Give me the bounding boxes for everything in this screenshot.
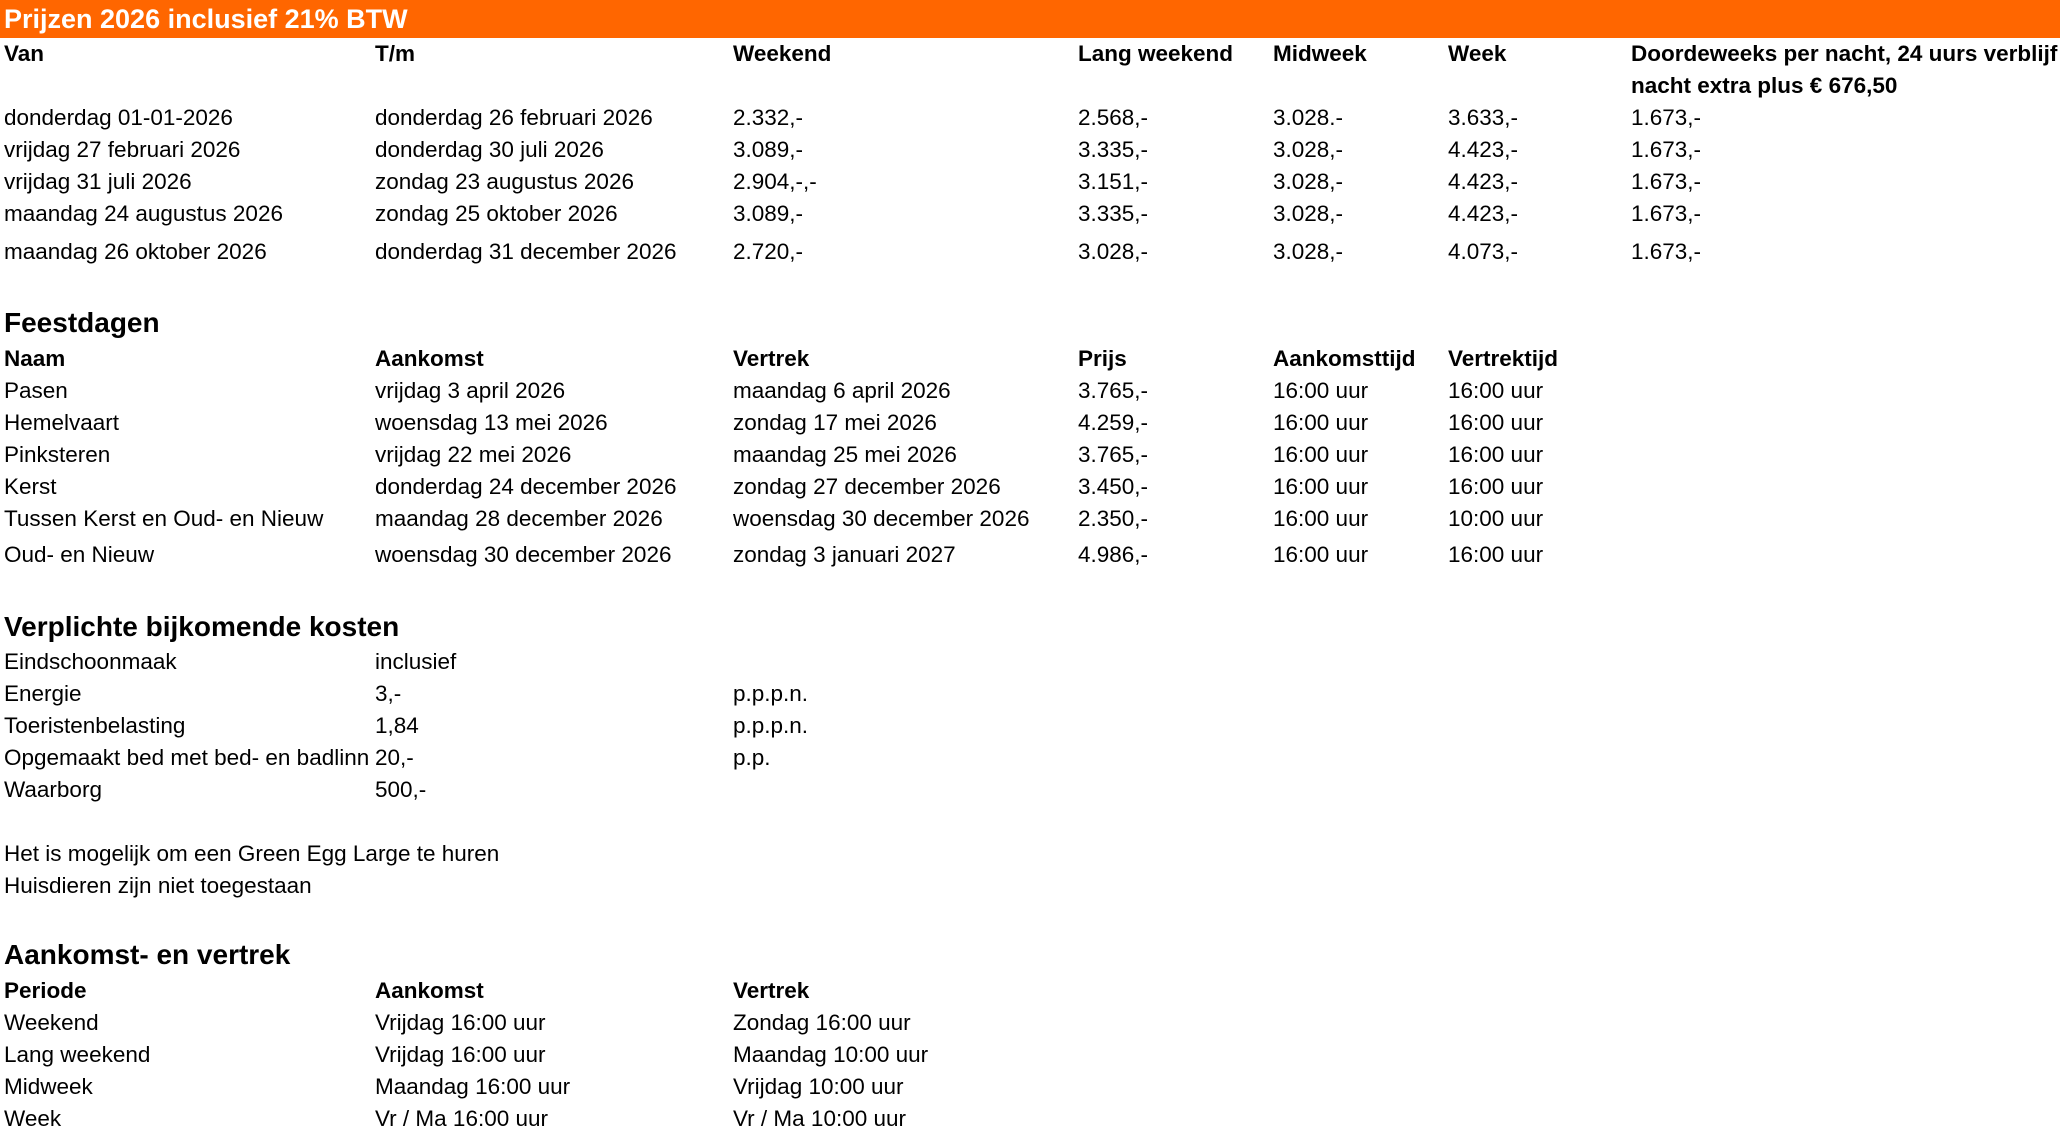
arrival-row-cell: Vr / Ma 10:00 uur: [733, 1106, 907, 1131]
price-row-cell: donderdag 26 februari 2026: [375, 105, 653, 130]
price-row-cell: 4.423,-: [1448, 169, 1519, 194]
holiday-row-cell: 16:00 uur: [1273, 442, 1369, 467]
price-row-cell: 3.335,-: [1078, 201, 1149, 226]
cost-row-cell: 3,-: [375, 681, 402, 706]
cost-row-cell: Opgemaakt bed met bed- en badlinn: [4, 745, 370, 770]
arrival-header-row-cell: Aankomst: [375, 978, 484, 1003]
holiday-row-cell: zondag 17 mei 2026: [733, 410, 937, 435]
price-row-cell: vrijdag 31 juli 2026: [4, 169, 192, 194]
cost-row-cell: p.p.p.n.: [733, 681, 809, 706]
holiday-row-cell: 3.765,-: [1078, 442, 1149, 467]
prices-header-row-cell: Van: [4, 41, 45, 66]
holiday-row-cell: donderdag 24 december 2026: [375, 474, 677, 499]
holiday-row-cell: woensdag 30 december 2026: [733, 506, 1030, 531]
holiday-row-cell: maandag 28 december 2026: [375, 506, 663, 531]
holiday-row-cell: zondag 27 december 2026: [733, 474, 1001, 499]
price-row-cell: 4.073,-: [1448, 239, 1519, 264]
holiday-row-cell: 16:00 uur: [1273, 474, 1369, 499]
arrival-row: [0, 1103, 2060, 1135]
arrival-row-cell: Vr / Ma 16:00 uur: [375, 1106, 549, 1131]
holiday-row-cell: 16:00 uur: [1273, 378, 1369, 403]
holiday-row: [0, 375, 2060, 407]
price-row-cell: 1.673,-: [1631, 201, 1702, 226]
holiday-row: [0, 539, 2060, 571]
arrival-row-cell: Maandag 16:00 uur: [375, 1074, 571, 1099]
cost-row-cell: Waarborg: [4, 777, 102, 802]
holiday-row-cell: maandag 6 april 2026: [733, 378, 951, 403]
holiday-row-cell: vrijdag 3 april 2026: [375, 378, 566, 403]
price-row-cell: 2.568,-: [1078, 105, 1149, 130]
price-row-cell: 3.028,-: [1273, 137, 1344, 162]
holiday-row-cell: 2.350,-: [1078, 506, 1149, 531]
prices-header-row: [0, 38, 2060, 70]
holidays-header-row-cell: Aankomsttijd: [1273, 346, 1416, 371]
note-text: Huisdieren zijn niet toegestaan: [4, 873, 312, 898]
price-row: [0, 166, 2060, 198]
price-row-cell: donderdag 30 juli 2026: [375, 137, 604, 162]
cost-row-cell: Toeristenbelasting: [4, 713, 186, 738]
cost-row: [0, 710, 2060, 742]
holiday-row: [0, 503, 2060, 535]
banner-title: Prijzen 2026 inclusief 21% BTW: [4, 4, 408, 34]
price-row-cell: 1.673,-: [1631, 137, 1702, 162]
price-row-cell: 2.720,-: [733, 239, 804, 264]
holiday-row-cell: Kerst: [4, 474, 57, 499]
price-row-cell: donderdag 01-01-2026: [4, 105, 233, 130]
cost-row-cell: Eindschoonmaak: [4, 649, 177, 674]
arrival-header-row: [0, 975, 2060, 1007]
arrival-row-cell: Midweek: [4, 1074, 93, 1099]
cost-row: [0, 678, 2060, 710]
price-row-cell: 3.028.-: [1273, 105, 1344, 130]
arrival-row-cell: Vrijdag 16:00 uur: [375, 1042, 546, 1067]
prices-header-row-cell: T/m: [375, 41, 416, 66]
prices-header-row-continued: [0, 70, 2060, 102]
arrival-row-cell: Vrijdag 16:00 uur: [375, 1010, 546, 1035]
holiday-row-cell: 16:00 uur: [1273, 542, 1369, 567]
holidays-header-row-cell: Naam: [4, 346, 66, 371]
holiday-row-cell: 3.450,-: [1078, 474, 1149, 499]
price-row-cell: maandag 24 augustus 2026: [4, 201, 283, 226]
prices-header-row-cell: Week: [1448, 41, 1507, 66]
prices-header-row-cell: Lang weekend: [1078, 41, 1234, 66]
price-row: [0, 134, 2060, 166]
arrival-row-cell: Zondag 16:00 uur: [733, 1010, 911, 1035]
price-row-cell: 3.028,-: [1273, 201, 1344, 226]
holiday-row-cell: 16:00 uur: [1448, 474, 1544, 499]
holiday-row-cell: 16:00 uur: [1448, 378, 1544, 403]
cost-row-cell: 1,84: [375, 713, 419, 738]
arrival-title: Aankomst- en vertrek: [4, 939, 291, 970]
price-row-cell: 3.028,-: [1273, 239, 1344, 264]
holiday-row: [0, 407, 2060, 439]
price-row-cell: maandag 26 oktober 2026: [4, 239, 267, 264]
note-line: [0, 870, 2060, 902]
cost-row-cell: Energie: [4, 681, 82, 706]
holidays-header-row-cell: Vertrektijd: [1448, 346, 1559, 371]
price-row-cell: 3.089,-: [733, 201, 804, 226]
holidays-header-row-cell: Prijs: [1078, 346, 1127, 371]
price-row-cell: 1.673,-: [1631, 169, 1702, 194]
holiday-row-cell: zondag 3 januari 2027: [733, 542, 956, 567]
arrival-row: [0, 1007, 2060, 1039]
cost-row-cell: p.p.p.n.: [733, 713, 809, 738]
holiday-row-cell: woensdag 13 mei 2026: [375, 410, 608, 435]
price-row-cell: 3.633,-: [1448, 105, 1519, 130]
holiday-row-cell: 16:00 uur: [1273, 506, 1369, 531]
cost-row-cell: inclusief: [375, 649, 457, 674]
prices-header-extra-night: nacht extra plus € 676,50: [1631, 73, 1898, 98]
arrival-row-cell: Vrijdag 10:00 uur: [733, 1074, 904, 1099]
holiday-row-cell: 16:00 uur: [1448, 542, 1544, 567]
arrival-row: [0, 1071, 2060, 1103]
holiday-row-cell: 4.986,-: [1078, 542, 1149, 567]
price-row: [0, 236, 2060, 268]
holiday-row-cell: woensdag 30 december 2026: [375, 542, 672, 567]
arrival-row-cell: Lang weekend: [4, 1042, 151, 1067]
holiday-row-cell: 16:00 uur: [1448, 442, 1544, 467]
holiday-row-cell: Pasen: [4, 378, 68, 403]
holiday-row-cell: Oud- en Nieuw: [4, 542, 155, 567]
price-row-cell: 1.673,-: [1631, 105, 1702, 130]
price-row-cell: 2.904,-,-: [733, 169, 817, 194]
cost-row-cell: 500,-: [375, 777, 427, 802]
prices-header-row-cell: Midweek: [1273, 41, 1367, 66]
price-row: [0, 198, 2060, 230]
price-row-cell: 3.089,-: [733, 137, 804, 162]
holiday-row-cell: Pinksteren: [4, 442, 111, 467]
price-row-cell: zondag 23 augustus 2026: [375, 169, 634, 194]
price-row-cell: 4.423,-: [1448, 137, 1519, 162]
price-banner: [0, 0, 2060, 38]
arrival-header-row-cell: Periode: [4, 978, 87, 1003]
holiday-row-cell: Hemelvaart: [4, 410, 120, 435]
price-row-cell: 3.028,-: [1273, 169, 1344, 194]
holiday-row-cell: vrijdag 22 mei 2026: [375, 442, 572, 467]
holiday-row-cell: 16:00 uur: [1448, 410, 1544, 435]
price-row-cell: zondag 25 oktober 2026: [375, 201, 618, 226]
cost-row: [0, 774, 2060, 806]
holiday-row-cell: 10:00 uur: [1448, 506, 1544, 531]
holidays-header-row-cell: Aankomst: [375, 346, 484, 371]
note-line: [0, 838, 2060, 870]
cost-row-cell: 20,-: [375, 745, 414, 770]
holiday-row: [0, 439, 2060, 471]
cost-row: [0, 646, 2060, 678]
price-row-cell: 3.151,-: [1078, 169, 1149, 194]
cost-row: [0, 742, 2060, 774]
price-row-cell: 2.332,-: [733, 105, 804, 130]
arrival-row: [0, 1039, 2060, 1071]
holiday-row-cell: 4.259,-: [1078, 410, 1149, 435]
holiday-row-cell: Tussen Kerst en Oud- en Nieuw: [4, 506, 324, 531]
arrival-row-cell: Maandag 10:00 uur: [733, 1042, 929, 1067]
holiday-row-cell: 16:00 uur: [1273, 410, 1369, 435]
holiday-row: [0, 471, 2060, 503]
holiday-row-cell: maandag 25 mei 2026: [733, 442, 957, 467]
price-row-cell: vrijdag 27 februari 2026: [4, 137, 241, 162]
price-row-cell: 1.673,-: [1631, 239, 1702, 264]
arrival-row-cell: Weekend: [4, 1010, 99, 1035]
price-row: [0, 102, 2060, 134]
holidays-title: Feestdagen: [4, 307, 160, 338]
holiday-row-cell: 3.765,-: [1078, 378, 1149, 403]
arrival-header-row-cell: Vertrek: [733, 978, 810, 1003]
holidays-header-row: [0, 343, 2060, 375]
prices-header-row-cell: Weekend: [733, 41, 832, 66]
holidays-header-row-cell: Vertrek: [733, 346, 810, 371]
arrival-row-cell: Week: [4, 1106, 62, 1131]
price-row-cell: 4.423,-: [1448, 201, 1519, 226]
prices-header-row-cell: Doordeweeks per nacht, 24 uurs verblijf: [1631, 41, 2058, 66]
price-row-cell: donderdag 31 december 2026: [375, 239, 677, 264]
price-row-cell: 3.028,-: [1078, 239, 1149, 264]
cost-row-cell: p.p.: [733, 745, 771, 770]
price-row-cell: 3.335,-: [1078, 137, 1149, 162]
costs-title: Verplichte bijkomende kosten: [4, 611, 400, 642]
note-text: Het is mogelijk om een Green Egg Large te huren: [4, 841, 500, 866]
